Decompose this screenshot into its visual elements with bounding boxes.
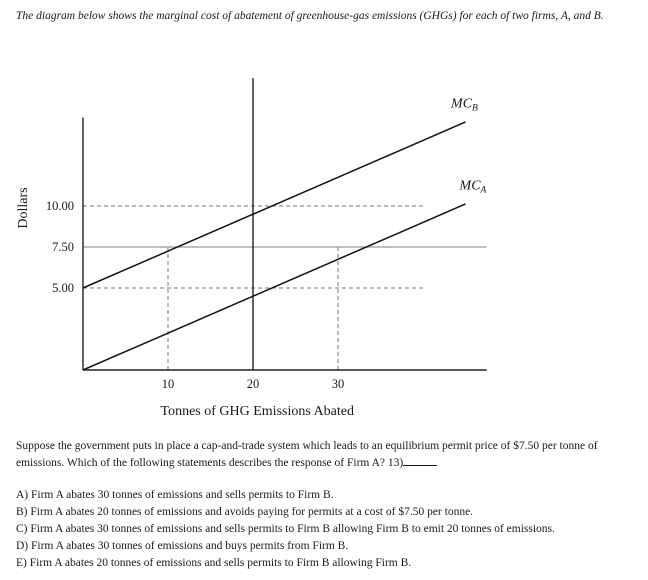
x-tick-label: 10 <box>161 377 175 391</box>
question-block <box>16 438 640 472</box>
y-tick-label: 5.00 <box>52 281 74 295</box>
y-axis-title: Dollars <box>16 187 31 229</box>
answer-option-e[interactable]: E) Firm A abates 20 tonnes of emissions and sells permits to Firm B allowing Firm B. <box>16 557 412 569</box>
mc-a-label: $MC_A$ <box>459 178 487 196</box>
answer-option-c[interactable]: C) Firm A abates 30 tonnes of emissions and sells permits to Firm B allowing Firm B to emit 20 tonnes of emissions. <box>16 523 555 535</box>
answer-option-d[interactable]: D) Firm A abates 30 tonnes of emissions and buys permits from Firm B. <box>16 540 349 552</box>
answer-blank <box>403 455 437 466</box>
answer-option-b[interactable]: B) Firm A abates 20 tonnes of emissions and avoids paying for permits at a cost of $7.50 per tonne. <box>16 506 474 518</box>
answer-option-a[interactable]: A) Firm A abates 30 tonnes of emissions and sells permits to Firm B. <box>16 489 334 501</box>
y-tick-label: 10.00 <box>45 199 74 213</box>
x-tick-label: 30 <box>331 377 345 391</box>
mc-b-label: $MC_B$ <box>451 96 478 114</box>
x-tick-label: 20 <box>246 377 260 391</box>
mc-b-line <box>83 122 466 288</box>
question-number: 13) <box>387 457 404 469</box>
mc-a-line <box>83 204 466 370</box>
x-axis-title: Tonnes of GHG Emissions Abated <box>160 404 354 419</box>
y-tick-label: 7.50 <box>52 240 74 254</box>
question-text: Suppose the government puts in place a cap-and-trade system which leads to an equilibrium permit price of $7.50 per tonne of emissions. Which of the following statements describes the response of Firm A? <box>16 440 598 469</box>
answer-options <box>16 487 644 572</box>
intro-text: The diagram below shows the marginal cost of abatement of greenhouse-gas emissions (GHGs) for each of two firms, A, and B. <box>16 10 604 22</box>
